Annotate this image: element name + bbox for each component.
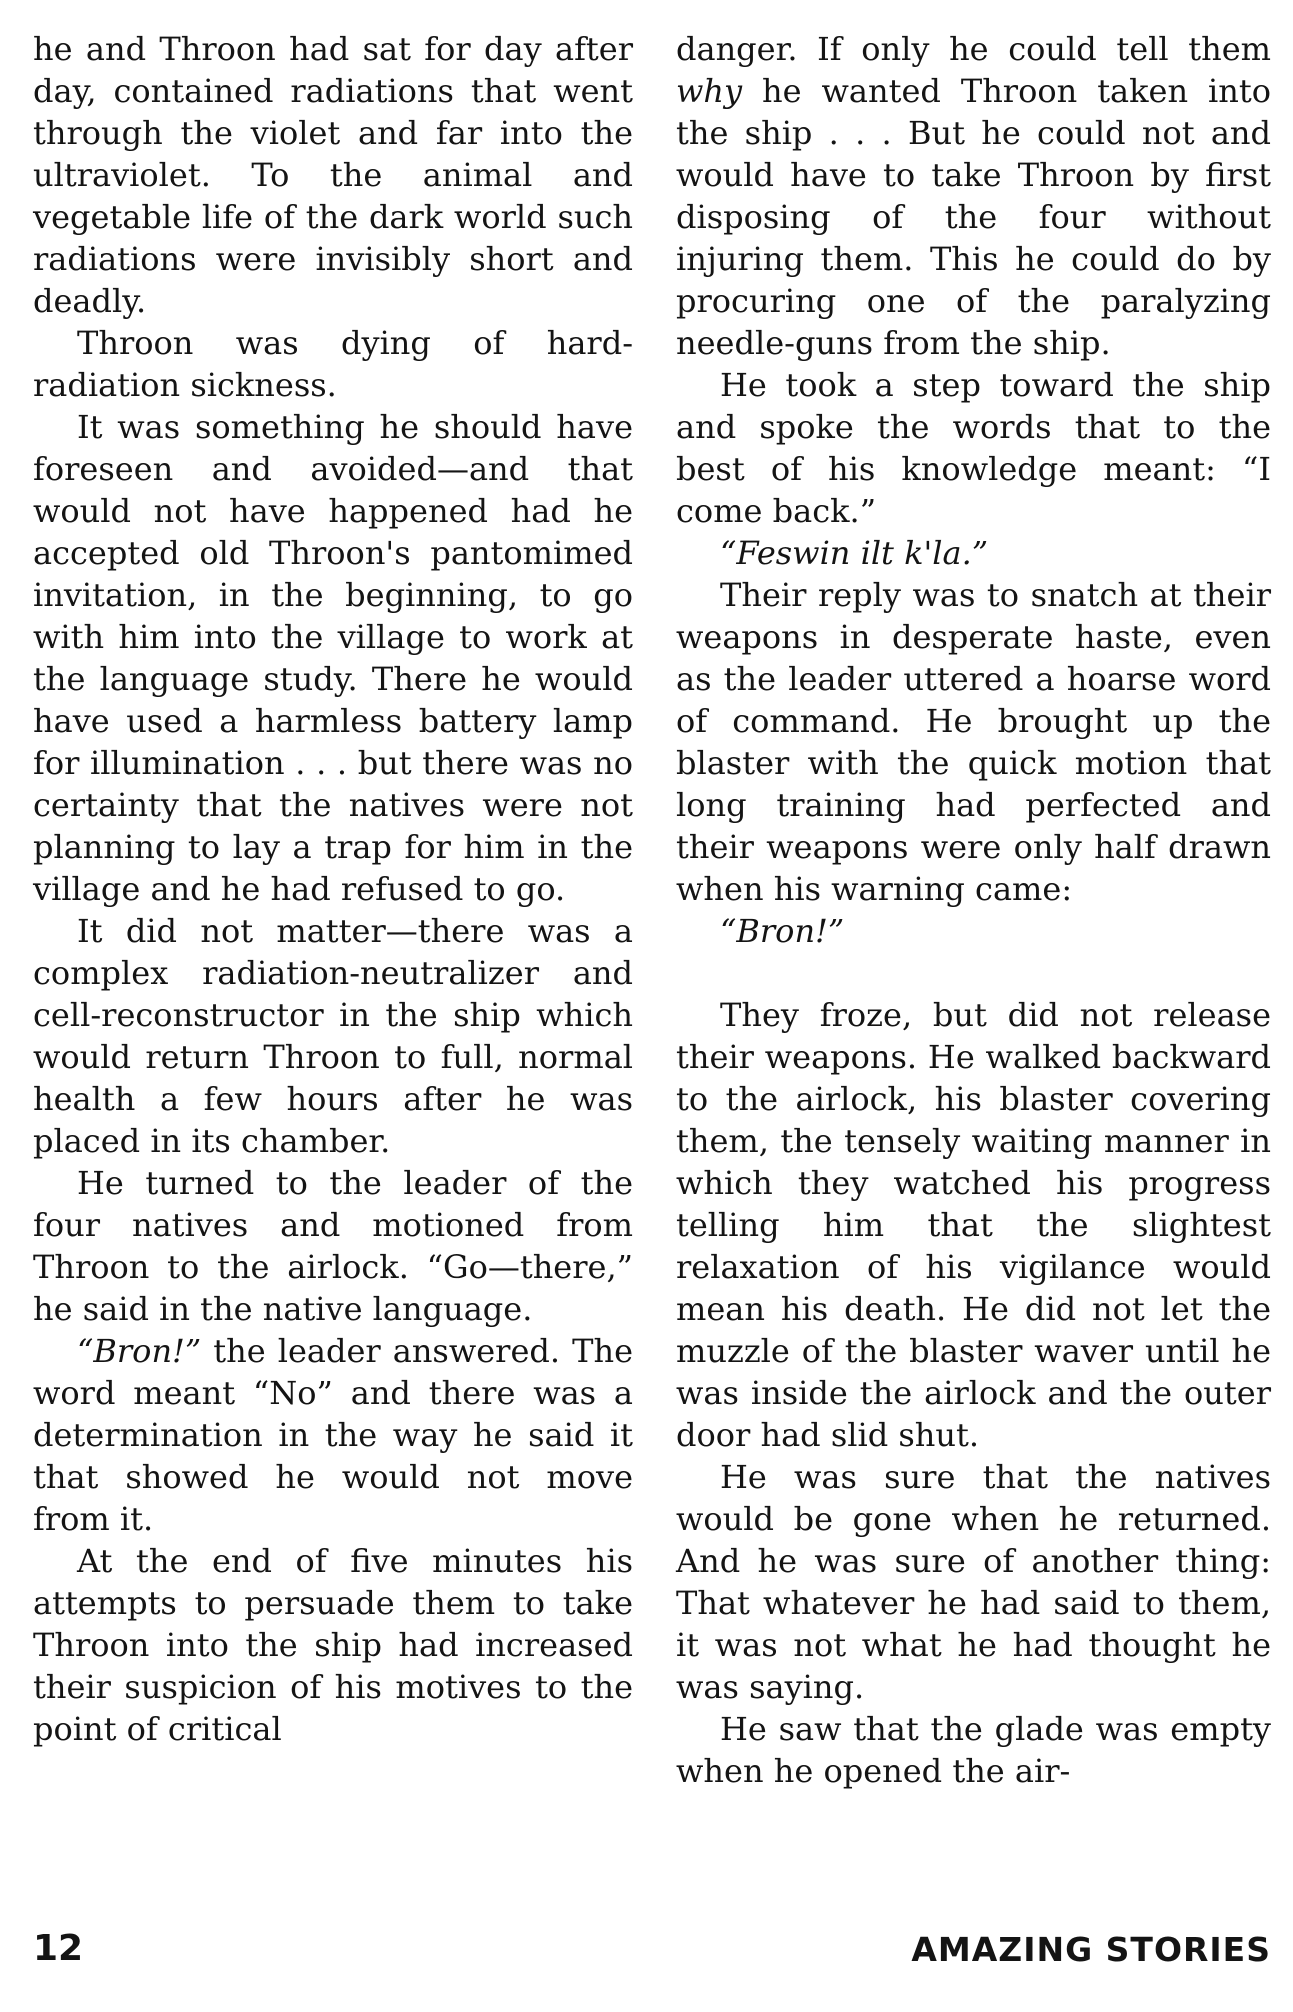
page-number: 12 [33, 1928, 84, 1969]
warning-word: “Bron!” [720, 912, 845, 950]
left-paragraph-4: It did not matter—there was a complex radiation-neutralizer and cell-reconstructor in the ship which would return Throon to full, normal health a few hours after he was placed in its chamber. [33, 912, 633, 1160]
left-paragraph-7: At the end of five minutes his attempts to persuade them to take Throon into the ship had increased their suspicion of his motives to the point of critical [33, 1542, 633, 1748]
left-paragraph-3: It was something he should have foreseen and avoided—and that would not have happened had he accepted old Throon's pantomimed invitation, in the beginning, to go with him into the village to work at the language study. There he would have used a harmless battery lamp for illumination . . . but there was no certainty that the natives were not planning to lay a trap for him in the village and he had refused to go. [33, 408, 633, 908]
left-paragraph-6 [33, 1330, 633, 1540]
right-paragraph-1-end: he wanted Throon taken into the ship . . . But he could not and would have to take Throon by first disposing of the four without injuring them. This he could do by procuring one of the paralyzing needle-guns from the ship. [676, 72, 1271, 362]
right-paragraph-4: Their reply was to snatch at their weapons in desperate haste, even as the leader uttered a hoarse word of command. He brought up the blaster with the quick motion that long training had perfected and their weapons were only half drawn when his warning came: [676, 576, 1271, 908]
right-paragraph-1-start: danger. If only he could tell them [676, 30, 1271, 68]
right-paragraph-2: He took a step toward the ship and spoke the words that to the best of his knowledge meant: “I come back.” [676, 366, 1271, 530]
right-column [676, 28, 1271, 1792]
native-phrase: “Feswin ilt k'la.” [720, 534, 989, 572]
why-emphasis: why [676, 72, 743, 110]
right-paragraph-8: He saw that the glade was empty when he opened the air- [676, 1710, 1271, 1790]
right-paragraph-7: He was sure that the natives would be gone when he returned. And he was sure of another thing: That whatever he had said to them, it was not what he had thought he was saying. [676, 1458, 1271, 1706]
left-paragraph-2: Throon was dying of hard-radiation sickness. [33, 324, 633, 404]
left-column [33, 28, 633, 1750]
left-paragraph-5: He turned to the leader of the four natives and motioned from Throon to the airlock. “Go—there,” he said in the native language. [33, 1164, 633, 1328]
magazine-title: AMAZING STORIES [911, 1930, 1271, 1969]
bron-exclamation: “Bron!” [77, 1332, 202, 1370]
right-paragraph-1 [676, 28, 1271, 364]
left-paragraph-1: he and Throon had sat for day after day, contained radiations that went through the violet and far into the ultraviolet. To the animal and vegetable life of the dark world such radiations were invisibly short and deadly. [33, 30, 633, 320]
left-paragraph-6-text: the leader answered. The word meant “No” and there was a determination in the way he said it that showed he would not move from it. [33, 1332, 633, 1538]
right-paragraph-6: They froze, but did not release their weapons. He walked backward to the airlock, his blaster covering them, the tensely waiting manner in which they watched his progress telling him that the slightest relaxation of his vigilance would mean his death. He did not let the muzzle of the blaster waver until he was inside the airlock and the outer door had slid shut. [676, 996, 1271, 1454]
